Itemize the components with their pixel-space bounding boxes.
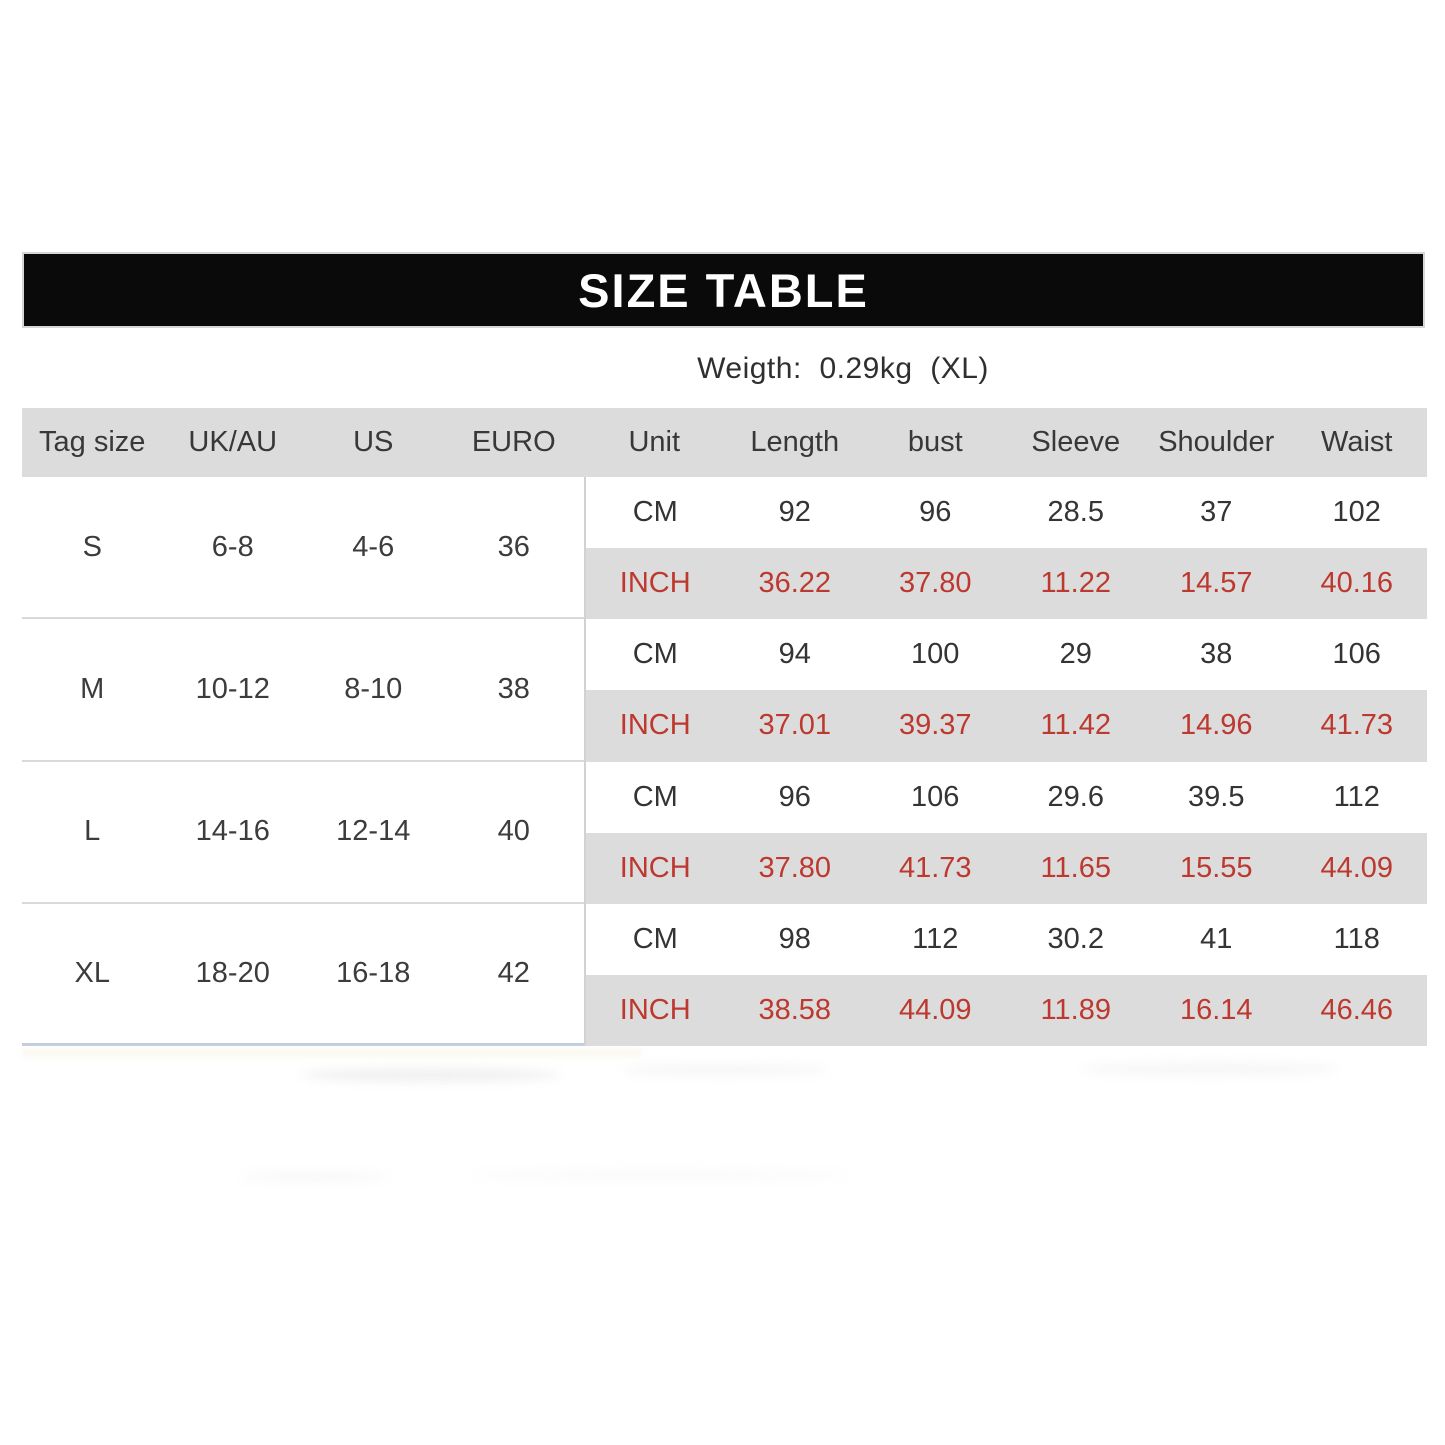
inch-value-cell: 11.65 <box>1006 833 1147 904</box>
tag-cell-l: L <box>22 762 163 904</box>
header-sleeve: Sleeve <box>1006 408 1147 477</box>
euro-cell-s: 36 <box>444 477 585 619</box>
ukau-cell-xl: 18-20 <box>163 904 304 1046</box>
ukau-cell-l: 14-16 <box>163 762 304 904</box>
cm-value-cell: 41 <box>1146 904 1287 975</box>
euro-cell-m: 38 <box>444 619 585 761</box>
cm-value-cell: 112 <box>865 904 1006 975</box>
unit-cell-inch: INCH <box>584 833 725 904</box>
us-cell-l: 12-14 <box>303 762 444 904</box>
header-length: Length <box>725 408 866 477</box>
header-us: US <box>303 408 444 477</box>
artifact-smudge <box>620 1064 830 1076</box>
inch-value-cell: 11.89 <box>1006 975 1147 1046</box>
cm-value-cell: 30.2 <box>1006 904 1147 975</box>
header-shoulder: Shoulder <box>1146 408 1287 477</box>
artifact-smudge <box>470 1170 850 1180</box>
inch-value-cell: 36.22 <box>725 548 866 619</box>
cm-value-cell: 37 <box>1146 477 1287 548</box>
inch-value-cell: 39.37 <box>865 690 1006 761</box>
cm-value-cell: 38 <box>1146 619 1287 690</box>
unit-cell-inch: INCH <box>584 548 725 619</box>
inch-value-cell: 44.09 <box>1287 833 1428 904</box>
cm-value-cell: 96 <box>725 762 866 833</box>
ukau-cell-m: 10-12 <box>163 619 304 761</box>
header-tag-size: Tag size <box>22 408 163 477</box>
unit-cell-inch: INCH <box>584 975 725 1046</box>
size-table-title: SIZE TABLE <box>578 263 869 317</box>
ukau-cell-s: 6-8 <box>163 477 304 619</box>
inch-value-cell: 37.80 <box>865 548 1006 619</box>
cm-value-cell: 96 <box>865 477 1006 548</box>
unit-cell-inch: INCH <box>584 690 725 761</box>
inch-value-cell: 41.73 <box>865 833 1006 904</box>
euro-cell-l: 40 <box>444 762 585 904</box>
artifact-smudge <box>300 1068 560 1082</box>
size-table-banner <box>22 252 1425 328</box>
inch-value-cell: 40.16 <box>1287 548 1428 619</box>
us-cell-s: 4-6 <box>303 477 444 619</box>
cm-value-cell: 106 <box>865 762 1006 833</box>
cm-value-cell: 28.5 <box>1006 477 1147 548</box>
tag-cell-s: S <box>22 477 163 619</box>
inch-value-cell: 44.09 <box>865 975 1006 1046</box>
inch-value-cell: 41.73 <box>1287 690 1428 761</box>
inch-value-cell: 37.01 <box>725 690 866 761</box>
cm-value-cell: 102 <box>1287 477 1428 548</box>
header-euro: EURO <box>444 408 585 477</box>
header-waist: Waist <box>1287 408 1428 477</box>
cm-value-cell: 100 <box>865 619 1006 690</box>
euro-cell-xl: 42 <box>444 904 585 1046</box>
header-uk-au: UK/AU <box>163 408 304 477</box>
weight-note: Weigth: 0.29kg (XL) <box>697 352 989 385</box>
artifact-tint <box>22 1049 642 1057</box>
header-unit: Unit <box>584 408 725 477</box>
cm-value-cell: 112 <box>1287 762 1428 833</box>
size-table <box>22 408 1427 1046</box>
inch-value-cell: 37.80 <box>725 833 866 904</box>
artifact-smudge <box>1080 1062 1340 1076</box>
tag-cell-xl: XL <box>22 904 163 1046</box>
cm-value-cell: 118 <box>1287 904 1428 975</box>
cm-value-cell: 94 <box>725 619 866 690</box>
us-cell-xl: 16-18 <box>303 904 444 1046</box>
artifact-smudge <box>240 1172 390 1182</box>
inch-value-cell: 38.58 <box>725 975 866 1046</box>
inch-value-cell: 46.46 <box>1287 975 1428 1046</box>
cm-value-cell: 92 <box>725 477 866 548</box>
cm-value-cell: 39.5 <box>1146 762 1287 833</box>
inch-value-cell: 11.42 <box>1006 690 1147 761</box>
inch-value-cell: 16.14 <box>1146 975 1287 1046</box>
cm-value-cell: 106 <box>1287 619 1428 690</box>
tag-cell-m: M <box>22 619 163 761</box>
unit-cell-cm: CM <box>584 762 725 833</box>
cm-value-cell: 98 <box>725 904 866 975</box>
unit-cell-cm: CM <box>584 477 725 548</box>
cm-value-cell: 29.6 <box>1006 762 1147 833</box>
inch-value-cell: 11.22 <box>1006 548 1147 619</box>
cm-value-cell: 29 <box>1006 619 1147 690</box>
inch-value-cell: 14.57 <box>1146 548 1287 619</box>
inch-value-cell: 15.55 <box>1146 833 1287 904</box>
unit-cell-cm: CM <box>584 619 725 690</box>
unit-cell-cm: CM <box>584 904 725 975</box>
us-cell-m: 8-10 <box>303 619 444 761</box>
inch-value-cell: 14.96 <box>1146 690 1287 761</box>
header-bust: bust <box>865 408 1006 477</box>
